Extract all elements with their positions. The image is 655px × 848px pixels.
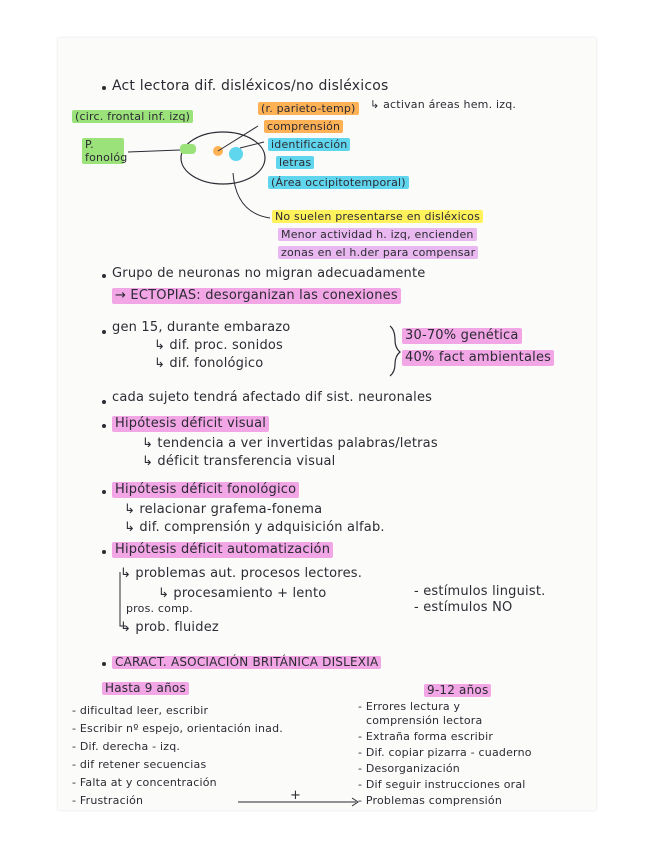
parieto-note: ↳ activan áreas hem. izq. bbox=[370, 98, 517, 111]
9-12-head: 9-12 años bbox=[424, 684, 491, 697]
circ-frontal-label: (circ. frontal inf. izq) bbox=[72, 110, 193, 123]
right-item: - Problemas comprensión bbox=[358, 794, 502, 807]
bullet bbox=[102, 662, 106, 666]
brace bbox=[390, 326, 400, 376]
hipotesis-fonologico-title: Hipótesis déficit fonológico bbox=[112, 482, 299, 498]
estimulos-linguist: - estímulos linguist. bbox=[414, 584, 546, 599]
right-item: comprensión lectora bbox=[366, 714, 483, 727]
identificacion-label-1: identificación bbox=[268, 138, 350, 151]
plus-sign: + bbox=[290, 788, 302, 803]
area-occipitotemporal: (Área occipitotemporal) bbox=[268, 176, 409, 189]
no-suelen-text: No suelen presentarse en disléxicos bbox=[272, 210, 483, 223]
left-item: - dif retener secuencias bbox=[72, 758, 207, 771]
hasta-9-head: Hasta 9 años bbox=[102, 682, 189, 695]
menor-actividad-2: zonas en el h.der para compensar bbox=[278, 246, 478, 259]
brain-sketch bbox=[181, 132, 265, 184]
comprension-label: comprensión bbox=[264, 120, 343, 133]
left-item: - Dif. derecha - izq. bbox=[72, 740, 181, 753]
visual-line-1: ↳ tendencia a ver invertidas palabras/letras bbox=[142, 436, 438, 451]
left-item: - Frustración bbox=[72, 794, 144, 807]
right-item: - Dif seguir instrucciones oral bbox=[358, 778, 526, 791]
right-item: - Desorganización bbox=[358, 762, 460, 775]
hipotesis-visual-title: Hipótesis déficit visual bbox=[112, 416, 269, 432]
gen-15: gen 15, durante embarazo bbox=[112, 320, 291, 335]
pct-genetica: 30-70% genética bbox=[402, 328, 522, 344]
green-area-marker bbox=[180, 144, 196, 154]
fonologico-line-1: ↳ relacionar grafema-fonema bbox=[124, 502, 323, 517]
bullet bbox=[102, 274, 106, 278]
notebook-page bbox=[58, 38, 596, 810]
bullet bbox=[102, 330, 106, 334]
estimulos-no: - estímulos NO bbox=[414, 600, 513, 615]
bullet bbox=[102, 490, 106, 494]
caract-title: CARACT. ASOCIACIÓN BRITÁNICA DISLEXIA bbox=[112, 656, 381, 669]
left-item: - Falta at y concentración bbox=[72, 776, 217, 789]
menor-actividad-1: Menor actividad h. izq, encienden bbox=[278, 228, 477, 241]
grupo-neuronas: Grupo de neuronas no migran adecuadamente bbox=[112, 266, 426, 281]
dif-fonologico: ↳ dif. fonológico bbox=[154, 356, 264, 371]
right-item: - Errores lectura y bbox=[358, 700, 461, 713]
pct-ambientales: 40% fact ambientales bbox=[402, 350, 554, 366]
cyan-area-marker bbox=[229, 147, 243, 161]
bullet bbox=[102, 86, 106, 90]
fonolog-label: P. fonológ bbox=[82, 138, 124, 164]
pros-comp: pros. comp. bbox=[126, 602, 193, 615]
fonologico-line-2: ↳ dif. comprensión y adquisición alfab. bbox=[124, 520, 385, 535]
dif-sonidos: ↳ dif. proc. sonidos bbox=[154, 338, 284, 353]
hipotesis-automatizacion-title: Hipótesis déficit automatización bbox=[112, 542, 333, 558]
left-item: - Escribir nº espejo, orientación inad. bbox=[72, 722, 283, 735]
automatizacion-line-2: ↳ procesamiento + lento bbox=[158, 586, 327, 601]
visual-line-2: ↳ déficit transferencia visual bbox=[142, 454, 336, 469]
automatizacion-line-1: ↳ problemas aut. procesos lectores. bbox=[120, 566, 363, 581]
bullet bbox=[102, 550, 106, 554]
automatizacion-line-4: ↳ prob. fluidez bbox=[120, 620, 219, 635]
cada-sujeto: cada sujeto tendrá afectado dif sist. neuronales bbox=[112, 390, 433, 405]
right-item: - Extraña forma escribir bbox=[358, 730, 494, 743]
right-item: - Dif. copiar pizarra - cuaderno bbox=[358, 746, 532, 759]
ectopias: → ECTOPIAS: desorganizan las conexiones bbox=[112, 288, 401, 304]
parieto-label: (r. parieto-temp) bbox=[258, 102, 359, 115]
left-item: - dificultad leer, escribir bbox=[72, 704, 209, 717]
bullet bbox=[102, 424, 106, 428]
bullet bbox=[102, 400, 106, 404]
identificacion-label-2: letras bbox=[276, 156, 314, 169]
s1-title: Act lectora dif. disléxicos/no disléxicos bbox=[112, 78, 389, 94]
